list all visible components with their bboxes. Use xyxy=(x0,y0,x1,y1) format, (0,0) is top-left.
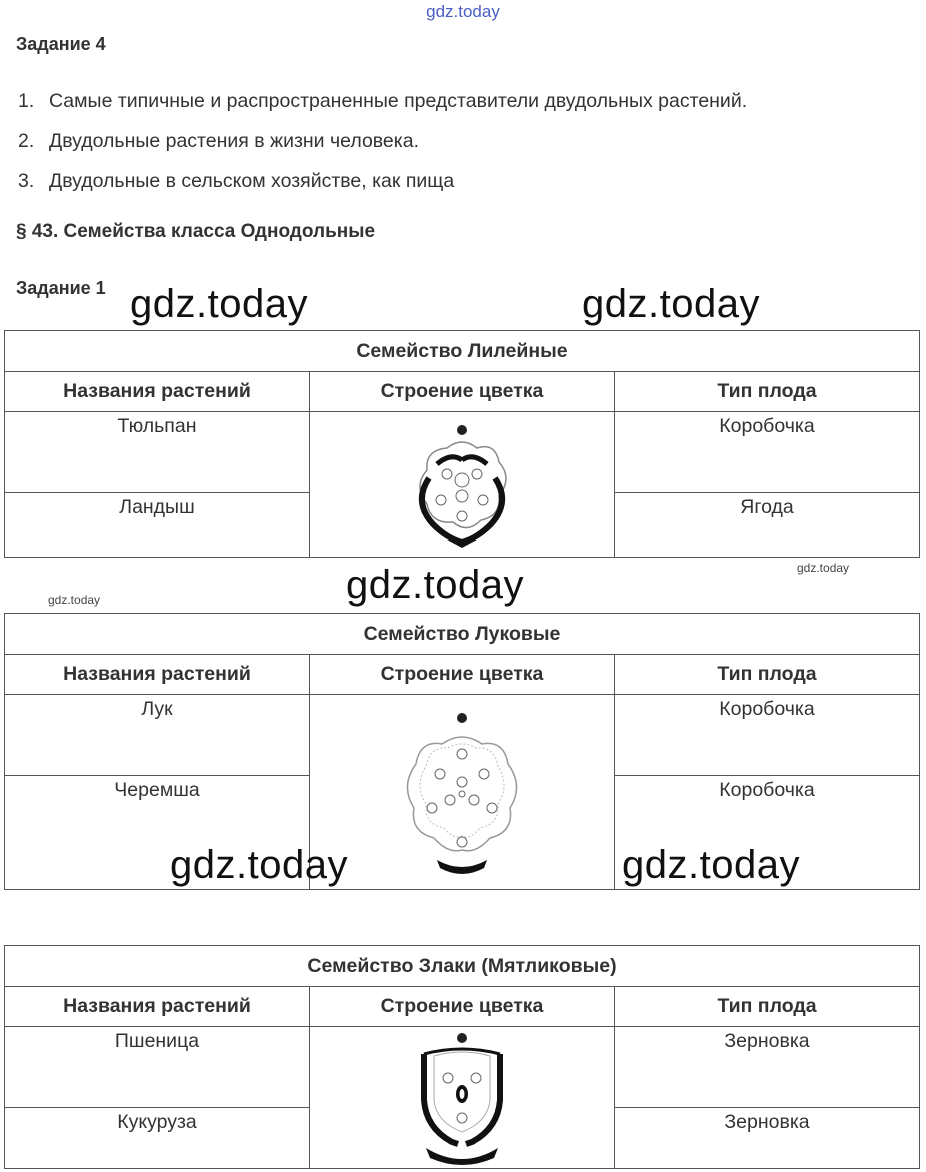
fruit-type: Зерновка xyxy=(615,1108,920,1169)
family-title: Семейство Злаки (Мятликовые) xyxy=(5,946,920,987)
header-plants: Названия растений xyxy=(5,987,310,1027)
task4-title: Задание 4 xyxy=(16,34,106,54)
onion-flower-diagram-icon xyxy=(392,704,532,880)
watermark-big: gdz.today xyxy=(622,843,800,887)
lily-flower-diagram-icon xyxy=(407,420,517,550)
plant-name: Пшеница xyxy=(5,1027,310,1108)
table-row xyxy=(5,695,920,776)
watermark-small: gdz.today xyxy=(48,593,101,607)
header-structure: Строение цветка xyxy=(310,987,615,1027)
watermark-big: gdz.today xyxy=(130,282,308,326)
fruit-type: Коробочка xyxy=(615,695,920,776)
fruit-type: Зерновка xyxy=(615,1027,920,1108)
fruit-type: Ягода xyxy=(615,493,920,558)
family-table-poaceae xyxy=(4,945,920,1169)
fruit-type: Коробочка xyxy=(615,412,920,493)
family-title: Семейство Луковые xyxy=(5,614,920,655)
plant-name: Кукуруза xyxy=(5,1108,310,1169)
family-table-liliaceae xyxy=(4,330,920,558)
grass-flower-diagram-icon xyxy=(412,1030,512,1166)
flower-diagram-cell xyxy=(310,1027,615,1169)
watermark-big: gdz.today xyxy=(170,843,348,887)
task1-title: Задание 1 xyxy=(16,278,106,298)
plant-name: Тюльпан xyxy=(5,412,310,493)
fruit-type: Коробочка xyxy=(615,776,920,890)
watermark-big: gdz.today xyxy=(582,282,760,326)
header-structure: Строение цветка xyxy=(310,655,615,695)
flower-diagram-cell xyxy=(310,412,615,558)
header-fruit: Тип плода xyxy=(615,372,920,412)
list-item: 3. Двудольные в сельском хозяйстве, как пища xyxy=(18,170,455,192)
flower-diagram-cell xyxy=(310,695,615,890)
watermark-big: gdz.today xyxy=(346,563,524,607)
header-plants: Названия растений xyxy=(5,372,310,412)
list-item: 2. Двудольные растения в жизни человека. xyxy=(18,130,419,152)
header-fruit: Тип плода xyxy=(615,987,920,1027)
family-title: Семейство Лилейные xyxy=(5,331,920,372)
task4-list xyxy=(18,86,747,206)
table-row xyxy=(5,1027,920,1108)
list-item: 1. Самые типичные и распространенные представители двудольных растений. xyxy=(18,90,748,112)
plant-name: Черемша xyxy=(5,776,310,890)
table-row xyxy=(5,412,920,493)
watermark-small: gdz.today xyxy=(797,561,850,575)
header-fruit: Тип плода xyxy=(615,655,920,695)
section-title: § 43. Семейства класса Однодольные xyxy=(16,221,376,242)
header-structure: Строение цветка xyxy=(310,372,615,412)
header-plants: Названия растений xyxy=(5,655,310,695)
plant-name: Лук xyxy=(5,695,310,776)
plant-name: Ландыш xyxy=(5,493,310,558)
top-watermark: gdz.today xyxy=(426,2,500,21)
